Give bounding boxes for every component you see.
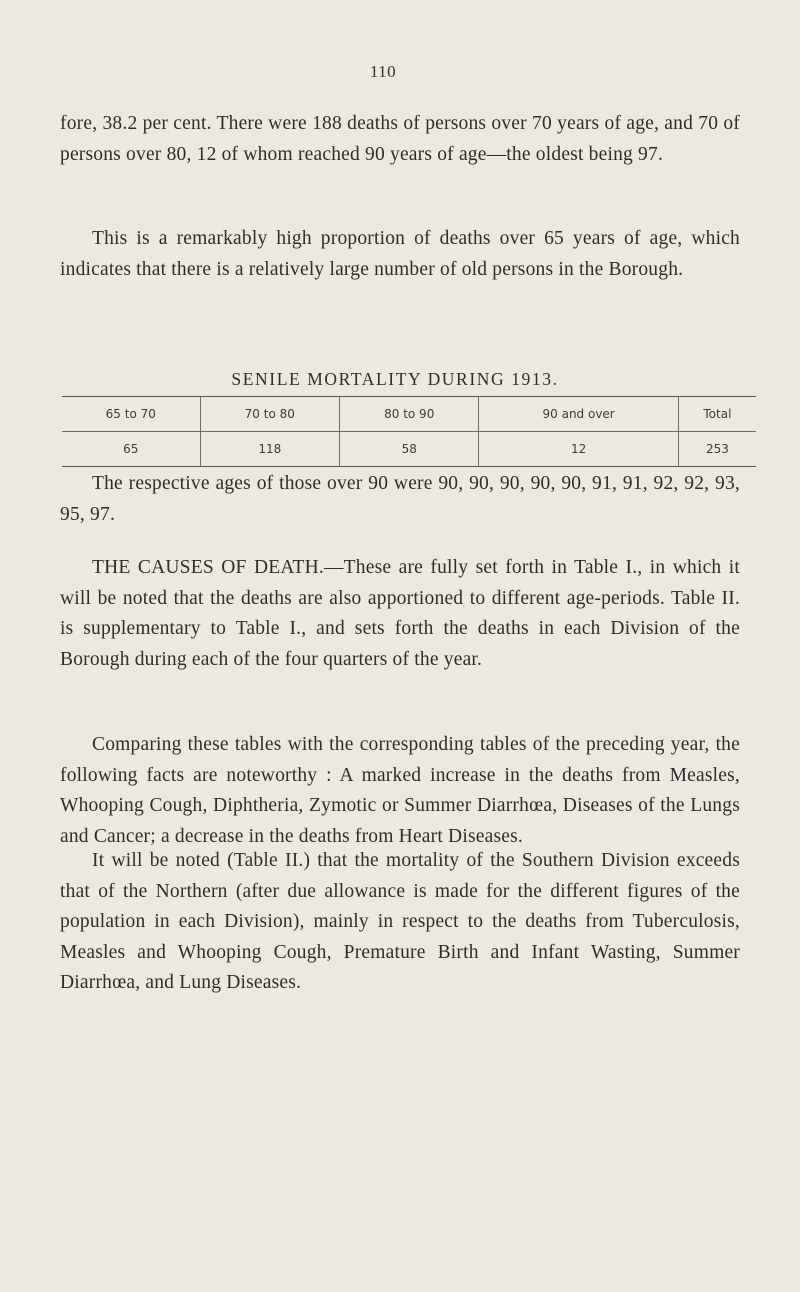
table-header-cell: 70 to 80 — [200, 397, 339, 432]
paragraph-causes-of-death — [60, 553, 740, 675]
table-cell: 118 — [200, 432, 339, 467]
paragraph-old-persons-proportion: This is a remarkably high proportion of deaths over 65 years of age, which indicates that there is a relatively large number of old persons in the Borough. — [60, 228, 740, 280]
table-header-cell: 80 to 90 — [340, 397, 479, 432]
table-header-cell: 65 to 70 — [62, 397, 200, 432]
senile-mortality-table-title: SENILE MORTALITY DURING 1913. — [231, 369, 559, 389]
section-heading-causes-of-death: THE CAUSES OF DEATH. — [92, 557, 324, 578]
table-row — [62, 432, 756, 467]
paragraph-senile-deaths-summary: fore, 38.2 per cent. There were 188 deaths of persons over 70 years of age, and 70 of persons over 80, 12 of whom reached 90 years of age—the oldest being 97. — [60, 113, 740, 165]
table-cell: 65 — [62, 432, 200, 467]
table-cell: 58 — [340, 432, 479, 467]
table-cell: 12 — [479, 432, 678, 467]
page-number: 110 — [369, 62, 397, 81]
paragraph-ages-over-90: The respective ages of those over 90 were 90, 90, 90, 90, 90, 91, 91, 92, 92, 93, 95, 97. — [60, 473, 740, 525]
paragraph-comparison-preceding-year: Comparing these tables with the corresponding tables of the preceding year, the following facts are noteworthy : A marked increase in the deaths from Measles, Whooping Cough, Diphtheria, Zymotic or Summer Diarrhœa, Diseases of the Lungs and Cancer; a decrease in the deaths from Heart Diseases. — [60, 734, 740, 847]
paragraph-causes-of-death-text: —These are fully set forth in Table I., in which it will be noted that the deaths are also apportioned to different age-periods. Table II. is supplementary to Table I., and sets forth the deaths in each Division of the Borough during each of the four quarters of the year. — [60, 557, 740, 670]
table-header-cell: Total — [678, 397, 756, 432]
table-header-cell: 90 and over — [479, 397, 678, 432]
paragraph-division-mortality: It will be noted (Table II.) that the mortality of the Southern Division exceeds that of the Northern (after due allowance is made for the different figures of the population in each Division), mainly in respect to the deaths from Tuberculosis, Measles and Whooping Cough, Premature Birth and Infant Wasting, Summer Diarrhœa, and Lung Diseases. — [60, 850, 740, 993]
table-header-row — [62, 397, 756, 432]
senile-mortality-table — [62, 396, 756, 467]
table-cell: 253 — [678, 432, 756, 467]
